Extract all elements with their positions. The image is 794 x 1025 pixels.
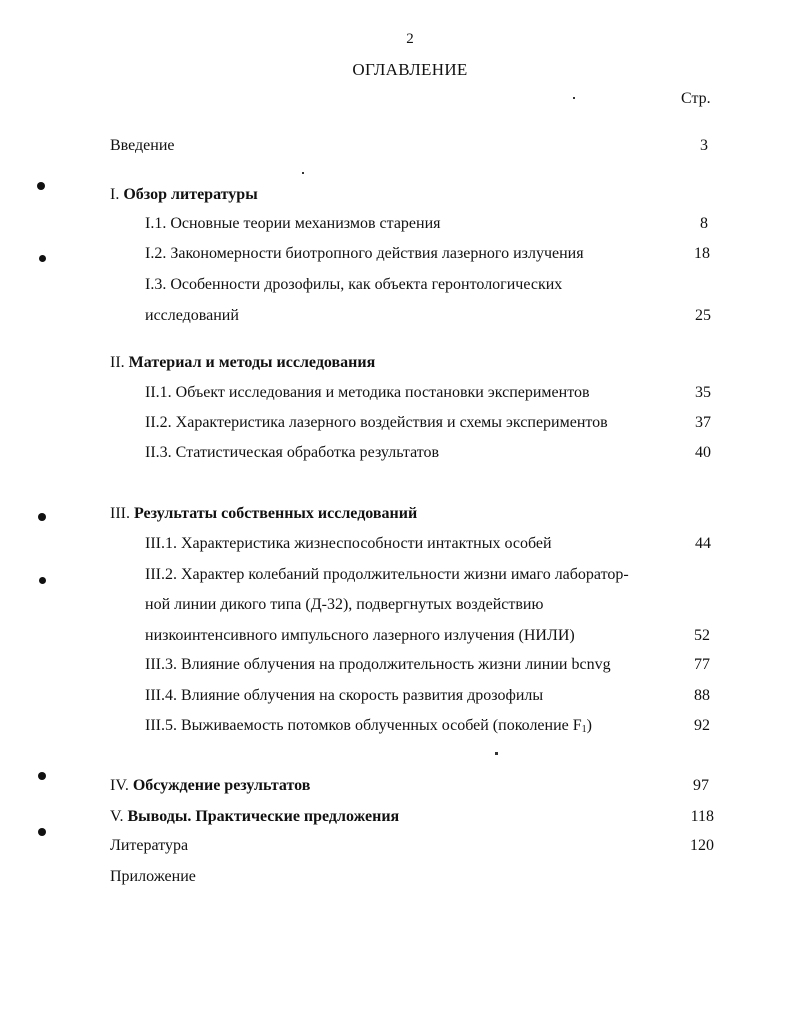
- toc-entry-1-3-cont: [0, 307, 794, 331]
- toc-entry-page: 77: [694, 656, 710, 673]
- toc-entry-page: 97: [693, 777, 709, 794]
- toc-section-5: [0, 808, 794, 832]
- toc-entry-3-2: [0, 566, 794, 590]
- toc-entry-page: 52: [694, 627, 710, 644]
- toc-entry-3-4: [0, 687, 794, 711]
- toc-entry-text: I.3. Особенности дрозофилы, как объекта геронтологических: [145, 276, 563, 293]
- toc-entry-3-1: [0, 535, 794, 559]
- toc-entry-text: III.3. Влияние облучения на продолжительность жизни линии bcnvg: [145, 656, 611, 673]
- toc-entry-page: 37: [695, 414, 711, 431]
- toc-entry-page: 18: [694, 245, 710, 262]
- toc-entry-text: низкоинтенсивного импульсного лазерного излучения (НИЛИ): [145, 627, 575, 644]
- binder-hole-mark: [39, 255, 46, 262]
- section-numeral: I.: [110, 186, 120, 203]
- toc-entry-3-3: [0, 656, 794, 680]
- toc-entry-3-2-cont-1: [0, 596, 794, 620]
- toc-entry-text: II.3. Статистическая обработка результатов: [145, 444, 440, 461]
- toc-section-heading: [110, 808, 399, 826]
- binder-hole-mark: [38, 513, 46, 521]
- toc-entry-text: II.2. Характеристика лазерного воздействия и схемы экспериментов: [145, 414, 608, 431]
- toc-entry-page: 44: [695, 535, 711, 552]
- page-number: 2: [406, 31, 414, 47]
- toc-entry-text: [145, 717, 592, 735]
- scan-speck: [495, 752, 498, 755]
- toc-entry-2-2: [0, 414, 794, 438]
- toc-section-heading: [110, 354, 375, 372]
- toc-entry-introduction: [0, 137, 794, 161]
- toc-section-heading: [110, 186, 258, 204]
- page-title: ОГЛАВЛЕНИЕ: [352, 60, 468, 79]
- scan-speck: [302, 172, 304, 174]
- toc-entry-3-5: [0, 717, 794, 741]
- section-numeral: V.: [110, 808, 124, 825]
- toc-section-heading: [110, 505, 417, 523]
- section-title: Материал и методы исследования: [128, 354, 376, 371]
- toc-entry-page: 25: [695, 307, 711, 324]
- section-numeral: II.: [110, 354, 125, 371]
- toc-entry-text: исследований: [145, 307, 239, 324]
- toc-entry-appendix: [0, 868, 794, 892]
- toc-entry-page: 88: [694, 687, 710, 704]
- toc-entry-page: 8: [700, 215, 708, 232]
- toc-entry-text: III.2. Характер колебаний продолжительности жизни имаго лаборатор-: [145, 566, 629, 583]
- section-title: Результаты собственных исследований: [133, 505, 418, 522]
- section-title: Обсуждение результатов: [132, 777, 311, 794]
- binder-hole-mark: [37, 182, 45, 190]
- scan-speck: [573, 97, 575, 99]
- toc-entry-text: ной линии дикого типа (Д-32), подвергнутых воздействию: [145, 596, 544, 613]
- section-title: Обзор литературы: [123, 186, 258, 203]
- toc-section-1: [0, 186, 794, 210]
- toc-entry-text-main: III.5. Выживаемость потомков облученных особей (поколение F: [145, 717, 582, 734]
- toc-entry-text: I.2. Закономерности биотропного действия лазерного излучения: [145, 245, 584, 262]
- toc-entry-text-end: ): [586, 717, 592, 734]
- toc-entry-1-2: [0, 245, 794, 269]
- toc-entry-text: III.1. Характеристика жизнеспособности интактных особей: [145, 535, 552, 552]
- page-column-label: Стр.: [681, 90, 711, 107]
- toc-entry-text: Литература: [110, 837, 189, 854]
- section-title: Выводы. Практические предложения: [127, 808, 400, 825]
- toc-entry-page: 35: [695, 384, 711, 401]
- binder-hole-mark: [38, 772, 46, 780]
- toc-entry-text: II.1. Объект исследования и методика постановки экспериментов: [145, 384, 590, 401]
- toc-entry-1-3: [0, 276, 794, 300]
- toc-entry-text: Приложение: [110, 868, 196, 885]
- toc-entry-text: I.1. Основные теории механизмов старения: [145, 215, 441, 232]
- toc-entry-page: 120: [690, 837, 714, 854]
- toc-entry-2-1: [0, 384, 794, 408]
- toc-entry-page: 3: [700, 137, 708, 154]
- binder-hole-mark: [38, 828, 46, 836]
- binder-hole-mark: [39, 577, 46, 584]
- toc-entry-1-1: [0, 215, 794, 239]
- toc-entry-page: 118: [690, 808, 714, 825]
- toc-entry-text: Введение: [110, 137, 175, 154]
- section-numeral: III.: [110, 505, 130, 522]
- toc-entry-2-3: [0, 444, 794, 468]
- toc-section-4: [0, 777, 794, 801]
- toc-entry-page: 40: [695, 444, 711, 461]
- toc-entry-3-2-cont-2: [0, 627, 794, 651]
- section-numeral: IV.: [110, 777, 129, 794]
- toc-section-3: [0, 505, 794, 529]
- toc-section-2: [0, 354, 794, 378]
- toc-entry-literature: [0, 837, 794, 861]
- toc-entry-page: 92: [694, 717, 710, 734]
- toc-section-heading: [110, 777, 310, 795]
- toc-entry-text: III.4. Влияние облучения на скорость развития дрозофилы: [145, 687, 544, 704]
- generation-subscript: 1: [581, 724, 587, 735]
